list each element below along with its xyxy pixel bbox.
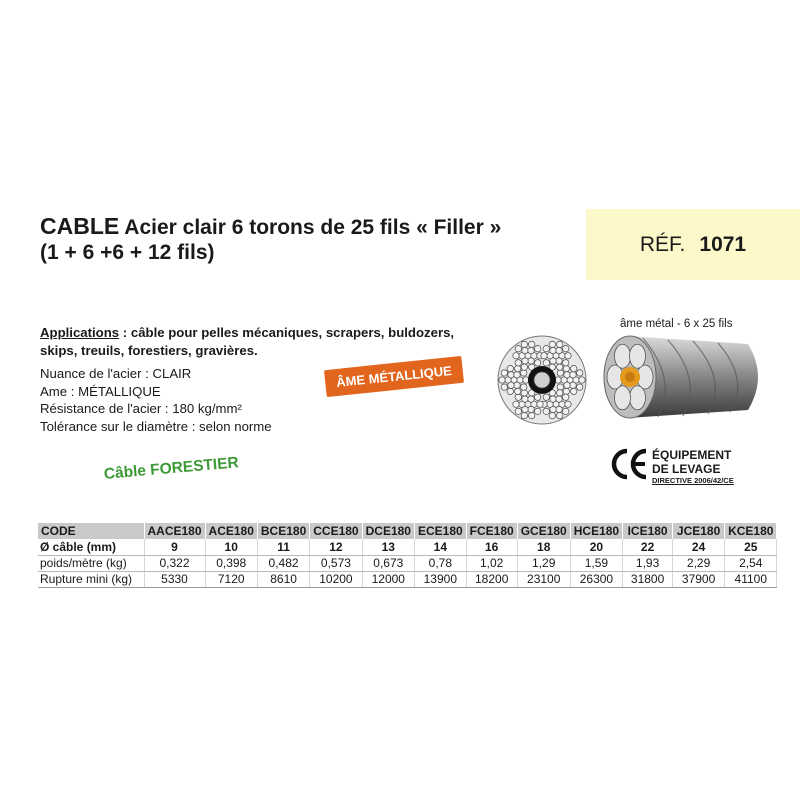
applications-label: Applications bbox=[40, 325, 120, 340]
table-cell: 12000 bbox=[362, 571, 414, 587]
table-cell: 1,93 bbox=[623, 555, 673, 571]
table-cell: 12 bbox=[310, 539, 362, 555]
table-row bbox=[38, 571, 777, 587]
applications-text bbox=[40, 324, 480, 359]
table-cell: 1,02 bbox=[466, 555, 517, 571]
code-cell: HCE180 bbox=[570, 523, 622, 539]
table-cell: 31800 bbox=[623, 571, 673, 587]
ce-line1: ÉQUIPEMENT bbox=[652, 448, 732, 462]
table-cell: 37900 bbox=[673, 571, 725, 587]
table-cell: 9 bbox=[144, 539, 205, 555]
table-cell: 2,54 bbox=[725, 555, 777, 571]
title-word: CABLE bbox=[40, 213, 120, 239]
row-label: Rupture mini (kg) bbox=[38, 571, 144, 587]
table-cell: 0,398 bbox=[205, 555, 257, 571]
code-cell: CCE180 bbox=[310, 523, 362, 539]
table-cell: 10200 bbox=[310, 571, 362, 587]
table-cell: 16 bbox=[466, 539, 517, 555]
ce-certification bbox=[652, 448, 734, 486]
table-cell: 1,59 bbox=[570, 555, 622, 571]
applications-body: : câble pour pelles mécaniques, scrapers, buldozers, skips, treuils, forestiers, gravières. bbox=[40, 325, 455, 358]
row-label: poids/mètre (kg) bbox=[38, 555, 144, 571]
row-label: Ø câble (mm) bbox=[38, 539, 144, 555]
table-header-row bbox=[38, 523, 777, 539]
forestier-label: Câble FORESTIER bbox=[103, 454, 240, 483]
table-cell: 13900 bbox=[414, 571, 466, 587]
ce-line2: DE LEVAGE bbox=[652, 462, 721, 476]
property-tolerance: Tolérance sur le diamètre : selon norme bbox=[40, 418, 272, 434]
table-cell: 24 bbox=[673, 539, 725, 555]
table-cell: 25 bbox=[725, 539, 777, 555]
table-cell: 13 bbox=[362, 539, 414, 555]
metal-core-badge: ÂME MÉTALLIQUE bbox=[324, 356, 464, 397]
ce-mark-icon bbox=[608, 446, 650, 482]
table-cell: 22 bbox=[623, 539, 673, 555]
table-cell: 0,673 bbox=[362, 555, 414, 571]
table-row bbox=[38, 555, 777, 571]
code-cell: AACE180 bbox=[144, 523, 205, 539]
table-cell: 0,78 bbox=[414, 555, 466, 571]
table-cell: 2,29 bbox=[673, 555, 725, 571]
code-cell: DCE180 bbox=[362, 523, 414, 539]
table-cell: 20 bbox=[570, 539, 622, 555]
table-cell: 18200 bbox=[466, 571, 517, 587]
cable-side-view-image bbox=[598, 330, 770, 424]
code-cell: FCE180 bbox=[466, 523, 517, 539]
table-cell: 10 bbox=[205, 539, 257, 555]
table-cell: 5330 bbox=[144, 571, 205, 587]
specification-table bbox=[38, 523, 777, 588]
table-cell: 14 bbox=[414, 539, 466, 555]
table-cell: 41100 bbox=[725, 571, 777, 587]
code-cell: JCE180 bbox=[673, 523, 725, 539]
title-rest: Acier clair 6 torons de 25 fils « Filler » bbox=[124, 216, 502, 239]
code-cell: ECE180 bbox=[414, 523, 466, 539]
reference-box bbox=[586, 209, 800, 280]
code-header: CODE bbox=[38, 523, 144, 539]
table-cell: 18 bbox=[517, 539, 570, 555]
table-cell: 26300 bbox=[570, 571, 622, 587]
table-cell: 0,573 bbox=[310, 555, 362, 571]
property-steel-grade: Nuance de l'acier : CLAIR bbox=[40, 366, 192, 381]
table-cell: 7120 bbox=[205, 571, 257, 587]
table-cell: 8610 bbox=[257, 571, 309, 587]
title-line bbox=[40, 214, 580, 240]
product-title bbox=[40, 214, 580, 266]
table-cell: 11 bbox=[257, 539, 309, 555]
table-cell: 0,482 bbox=[257, 555, 309, 571]
code-cell: BCE180 bbox=[257, 523, 309, 539]
ref-number: 1071 bbox=[699, 232, 747, 256]
code-cell: KCE180 bbox=[725, 523, 777, 539]
property-core: Ame : MÉTALLIQUE bbox=[40, 383, 161, 399]
ce-directive: DIRECTIVE 2006/42/CE bbox=[652, 476, 734, 485]
table-cell: 1,29 bbox=[517, 555, 570, 571]
code-cell: ACE180 bbox=[205, 523, 257, 539]
property-resistance: Résistance de l'acier : 180 kg/mm² bbox=[40, 401, 242, 416]
title-subtitle: (1 + 6 +6 + 12 fils) bbox=[40, 241, 215, 264]
table-cell: 0,322 bbox=[144, 555, 205, 571]
code-cell: ICE180 bbox=[623, 523, 673, 539]
cable-caption: âme métal - 6 x 25 fils bbox=[620, 318, 733, 330]
code-cell: GCE180 bbox=[517, 523, 570, 539]
ref-label: RÉF. bbox=[639, 232, 686, 256]
cable-cross-section-image bbox=[494, 331, 590, 429]
table-row bbox=[38, 539, 777, 555]
table-cell: 23100 bbox=[517, 571, 570, 587]
